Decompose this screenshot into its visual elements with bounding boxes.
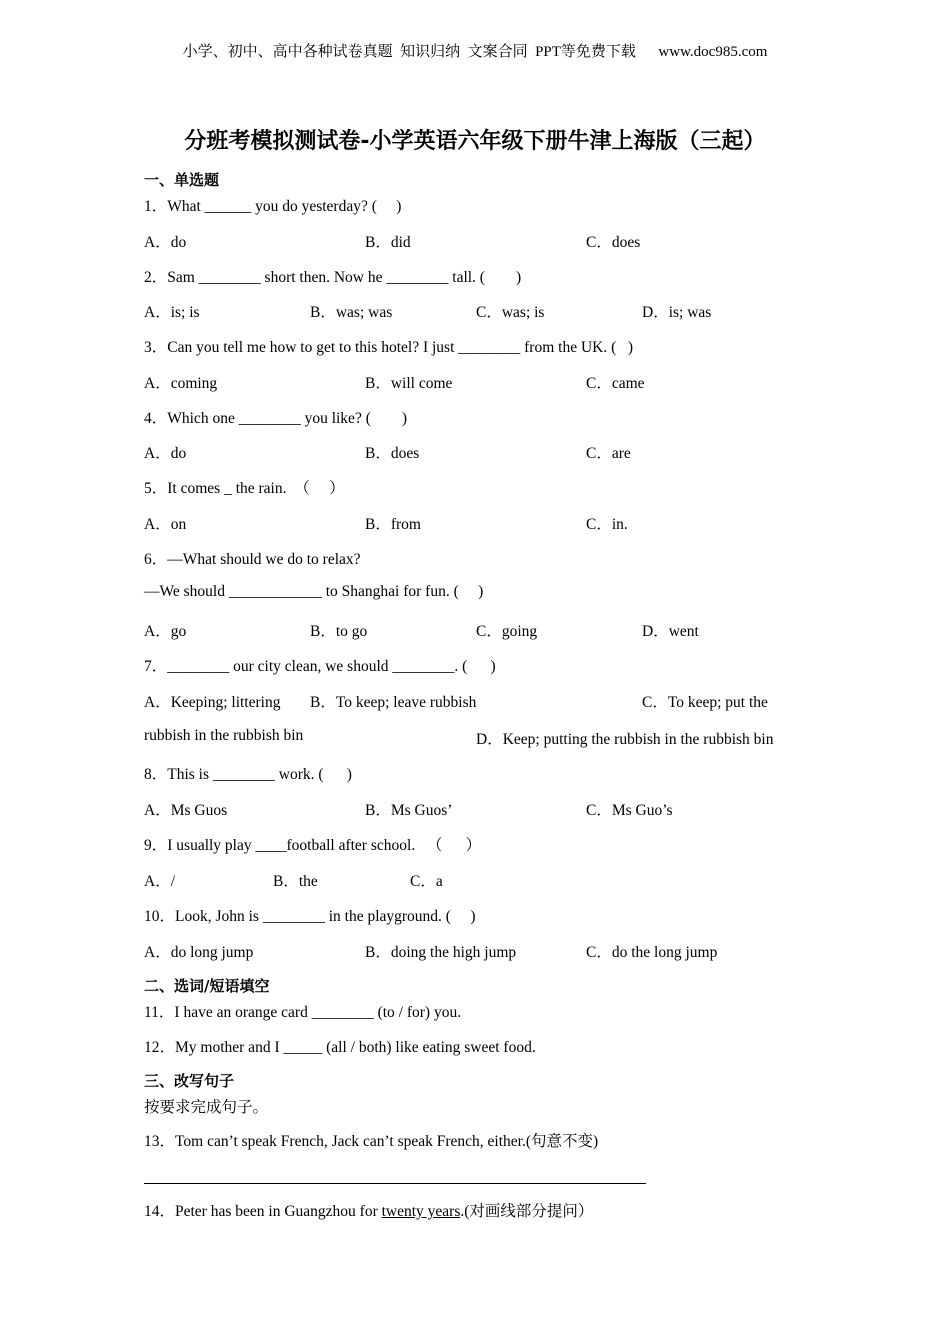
q2-option-d: D．is; was xyxy=(642,304,712,321)
question-2: 2．Sam ________ short then. Now he ________ tall. ( ) xyxy=(144,269,522,286)
answer-line xyxy=(144,1183,646,1184)
q6-option-a: A．go xyxy=(144,623,187,640)
q5-option-c: C．in. xyxy=(586,516,628,533)
q7-option-b: B．To keep; leave rubbish xyxy=(310,694,477,711)
q3-option-b: B．will come xyxy=(365,375,453,392)
q5-option-a: A．on xyxy=(144,516,187,533)
question-5: 5．It comes _ the rain. （ ） xyxy=(144,480,345,497)
q1-option-c: C．does xyxy=(586,234,641,251)
q9-option-a: A．/ xyxy=(144,873,176,890)
question-13: 13．Tom can’t speak French, Jack can’t speak French, either.(句意不变) xyxy=(144,1133,599,1150)
exam-title: 分班考模拟测试卷-小学英语六年级下册牛津上海版（三起） xyxy=(184,129,766,154)
q9-option-b: B．the xyxy=(273,873,318,890)
section-instruction: 按要求完成句子。 xyxy=(144,1099,269,1116)
q2-option-a: A．is; is xyxy=(144,304,200,321)
page-header: 小学、初中、高中各种试卷真题 知识归纳 文案合同 PPT等免费下载 www.doc985.com xyxy=(182,44,768,60)
q14-suffix: .(对画线部分提问） xyxy=(460,1203,594,1220)
q1-option-b: B．did xyxy=(365,234,411,251)
question-10: 10．Look, John is ________ in the playground. ( ) xyxy=(144,908,476,925)
q1-option-a: A．do xyxy=(144,234,187,251)
question-7: 7．________ our city clean, we should ________. ( ) xyxy=(144,658,496,675)
q14-prefix: 14．Peter has been in Guangzhou for xyxy=(144,1203,382,1220)
question-6: 6．—What should we do to relax? xyxy=(144,551,361,568)
q2-option-c: C．was; is xyxy=(476,304,545,321)
q3-option-c: C．came xyxy=(586,375,645,392)
q6-option-d: D．went xyxy=(642,623,699,640)
question-9: 9．I usually play ____football after school. （ ） xyxy=(144,837,482,854)
q7-option-d: D．Keep; putting the rubbish in the rubbish bin xyxy=(476,731,774,748)
q7-option-a: A．Keeping; littering xyxy=(144,694,281,711)
q7-option-c-continued: rubbish in the rubbish bin xyxy=(144,727,304,744)
q10-option-a: A．do long jump xyxy=(144,944,254,961)
q7-option-c: C．To keep; put the xyxy=(642,694,768,711)
question-4: 4．Which one ________ you like? ( ) xyxy=(144,410,408,427)
q6-option-b: B．to go xyxy=(310,623,368,640)
q8-option-c: C．Ms Guo’s xyxy=(586,802,673,819)
question-12: 12．My mother and I _____ (all / both) like eating sweet food. xyxy=(144,1039,536,1056)
q10-option-c: C．do the long jump xyxy=(586,944,718,961)
question-3: 3．Can you tell me how to get to this hotel? I just ________ from the UK. ( ) xyxy=(144,339,634,356)
q9-option-c: C．a xyxy=(410,873,443,890)
q4-option-b: B．does xyxy=(365,445,420,462)
q4-option-a: A．do xyxy=(144,445,187,462)
question-6-line-2: —We should ____________ to Shanghai for fun. ( ) xyxy=(144,583,484,600)
q6-option-c: C．going xyxy=(476,623,538,640)
question-8: 8．This is ________ work. ( ) xyxy=(144,766,352,783)
q10-option-b: B．doing the high jump xyxy=(365,944,517,961)
q4-option-c: C．are xyxy=(586,445,631,462)
section-heading-single-choice: 一、单选题 xyxy=(144,171,220,189)
q2-option-b: B．was; was xyxy=(310,304,393,321)
q3-option-a: A．coming xyxy=(144,375,218,392)
q14-underlined-phrase: twenty years xyxy=(381,1203,461,1220)
q5-option-b: B．from xyxy=(365,516,421,533)
question-1: 1．What ______ you do yesterday? ( ) xyxy=(144,198,402,215)
q8-option-b: B．Ms Guos’ xyxy=(365,802,453,819)
question-14 xyxy=(144,1199,593,1221)
section-heading-fill-in: 二、选词/短语填空 xyxy=(144,977,270,995)
section-heading-rewrite: 三、改写句子 xyxy=(144,1072,235,1090)
question-11: 11．I have an orange card ________ (to / for) you. xyxy=(144,1004,462,1021)
q8-option-a: A．Ms Guos xyxy=(144,802,228,819)
